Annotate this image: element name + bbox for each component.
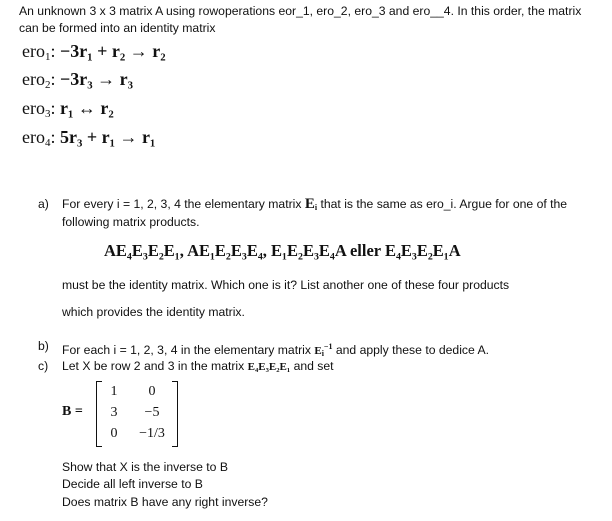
part-a-label: a) bbox=[38, 197, 49, 211]
matrix-cell: 3 bbox=[110, 405, 118, 420]
question-3: Does matrix B have any right inverse? bbox=[62, 495, 268, 509]
ero-op-3: ero$_3$: r₁ ↔ r₂ bbox=[22, 98, 114, 120]
ero-op-1: ero$_1$: −3r₁ + r₂ → r₂ bbox=[22, 41, 166, 63]
question-2: Decide all left inverse to B bbox=[62, 477, 203, 491]
inline-matrix-product: E₄E₃E₂E₁ bbox=[247, 361, 291, 373]
part-b-label: b) bbox=[38, 339, 49, 353]
intro-line-1: An unknown 3 x 3 matrix A using rowoperations eor_1, ero_2, ero_3 and ero__4. In this order, the matrix bbox=[19, 4, 582, 18]
matrix-products: AE₄E₃E₂E₁, AE₁E₂E₃E₄, E₁E₂E₃E₄A eller E₄E₃E₂E₁A bbox=[104, 241, 461, 260]
matrix-e-i-inverse-symbol: $E_i^{-1}$ bbox=[314, 342, 333, 358]
matrix-cell: 0 bbox=[110, 426, 118, 441]
matrix-right-bracket bbox=[172, 381, 178, 447]
part-a-line-2: following matrix products. bbox=[62, 215, 200, 229]
ero-op-4: ero$_4$: 5r₃ + r₁ → r₁ bbox=[22, 127, 156, 149]
matrix-b-label: B = bbox=[62, 404, 83, 419]
part-a-line-3: must be the identity matrix. Which one is it? List another one of these four products bbox=[62, 278, 510, 292]
part-a-line-1: For every i = 1, 2, 3, 4 the elementary matrix $E_i$ that is the same as ero_i. Argue for one of the bbox=[62, 196, 568, 212]
part-b-text: For each i = 1, 2, 3, 4 in the elementary matrix $E_i^{-1}$ and apply these to dedice A. bbox=[62, 342, 490, 358]
part-c-text: Let X be row 2 and 3 in the matrix E₄E₃E₂E₁ and set bbox=[62, 359, 334, 373]
question-1: Show that X is the inverse to B bbox=[62, 460, 228, 474]
ero-op-2: ero$_2$: −3r₃ → r₃ bbox=[22, 69, 134, 91]
matrix-e-i-symbol: $E_i$ bbox=[304, 196, 318, 212]
part-c-label: c) bbox=[38, 359, 49, 373]
matrix-cell: −1/3 bbox=[139, 426, 165, 441]
part-a-line-4: which provides the identity matrix. bbox=[62, 305, 245, 319]
matrix-left-bracket bbox=[96, 381, 102, 447]
matrix-cell: 1 bbox=[110, 384, 118, 399]
matrix-cell: 0 bbox=[148, 384, 156, 399]
intro-line-2: can be formed into an identity matrix bbox=[19, 21, 216, 35]
matrix-b bbox=[96, 381, 178, 445]
matrix-cell: −5 bbox=[144, 405, 160, 420]
